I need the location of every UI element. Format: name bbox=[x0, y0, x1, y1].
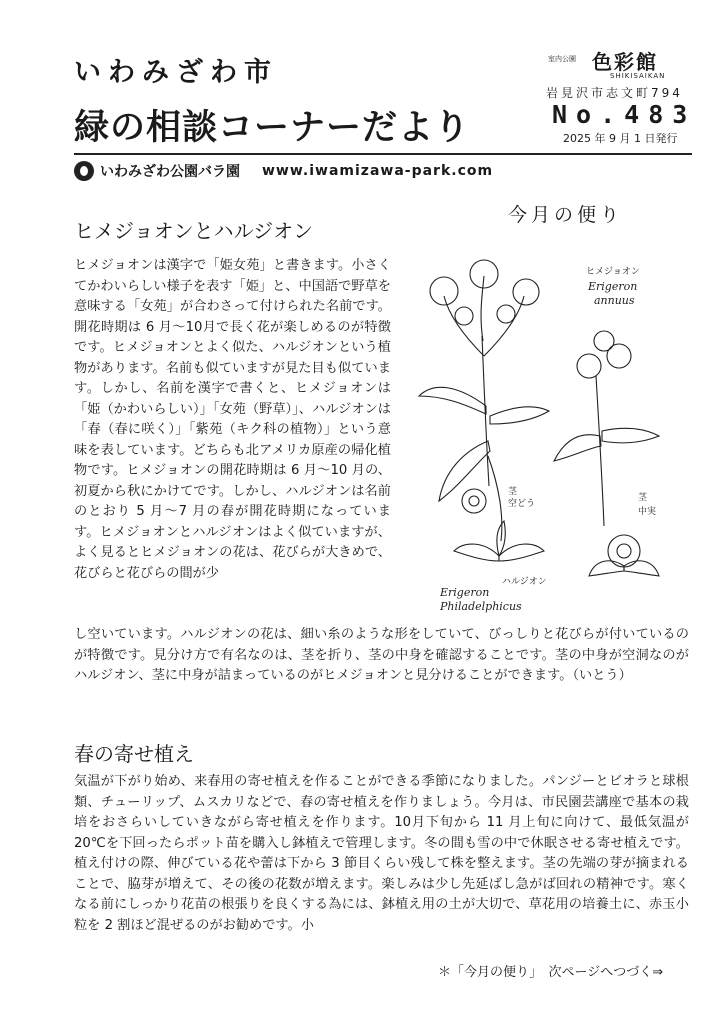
label-latin-2b: Philadelphicus bbox=[440, 600, 522, 613]
label-stem-1: 茎 bbox=[508, 487, 518, 497]
address: 岩見沢市志文町794 bbox=[546, 86, 683, 100]
article1-body-wide: し空いています。ハルジオンの花は、細い糸のような形をしていて、びっしりと花びらが付いているのが特徴です。見分け方で有名なのは、茎を折り、茎の中身を確認することです。茎の中身が空洞なのがハルジオン、茎に中身が詰まっているのがヒメジョオンと見分けることができます。（いとう） bbox=[74, 627, 689, 683]
museum-roman: SHIKISAIKAN bbox=[610, 72, 666, 80]
newsletter-title: 緑の相談コーナーだより bbox=[74, 108, 471, 148]
museum-small-label: 室内公園 bbox=[548, 55, 576, 63]
article1-body-narrow: ヒメジョオンは漢字で「姫女苑」と書きます。小さくてかわいらしい様子を表す「姫」と、中国語で野草を意味する「女苑」が合わさって付けられた名前です。開花時期は 6 月〜10月で長く花が楽しめるのが特徴です。ヒメジョオンとよく似た、ハルジオンという植物があります。名前も似ていますが見た目も似ています。しかし、名前を漢字で書くと、ヒメジョオンは「姫（かわいらしい）」「女苑（野草）」、ハルジオンは「春（春に咲く）」「紫苑（キク科の植物）」という意味を表しています。どちらも北アメリカ原産の帰化植物です。ヒメジョオンの開花時期は 6 月〜10 月の、初夏から秋にかけてです。しかし、ハルジオンは名前のとおり 5 月〜7 月の春が開花時期になっています。ヒメジョオンとハルジオンはよく似ていますが、よく見るとヒメジョオンの花は、花びらが大きめで、花びらと花びらの間が少 bbox=[74, 258, 391, 581]
label-latin-2a: Erigeron bbox=[440, 586, 490, 599]
article2-title: 春の寄せ植え bbox=[74, 742, 194, 766]
label-jp-2: ハルジオン bbox=[502, 577, 547, 587]
park-name: いわみざわ公園バラ園 bbox=[100, 164, 240, 180]
label-latin-1a: Erigeron bbox=[588, 280, 638, 293]
article2-body: 気温が下がり始め、来春用の寄せ植えを作ることができる季節になりました。パンジーとビオラと球根類、チューリップ、ムスカリなどで、春の寄せ植えを作りましょう。今月は、市民園芸講座で基本の栽培をおさらいしていきながら寄せ植えを作ります。10月下旬から 11 月上旬に向けて、最低気温が 20℃を下回ったらポット苗を購入し鉢植えで管理します。冬の間も雪の中で休眠させる寄せ植えです。植え付けの際、伸びている花や蕾は下から 3 節目くらい残して株を整えます。茎の先端の芽が摘まれることで、脇芽が増えて、その後の花数が増えます。楽しみは少し先延ばし急がば回れの精神です。寒くなる前にしっかり花苗の根張りを良くする為には、鉢植え用の土が大切で、草花用の培養土に、赤玉小粒を 2 割ほど混ぜるのがお勧めです。小 bbox=[74, 774, 689, 933]
label-stem-2: 茎 bbox=[638, 493, 648, 503]
header-divider bbox=[74, 153, 692, 155]
park-url-link[interactable]: www.iwamizawa-park.com bbox=[262, 163, 494, 179]
label-stem-1b: 空どう bbox=[508, 499, 536, 509]
label-stem-2b: 中実 bbox=[638, 507, 657, 517]
label-jp-1: ヒメジョオン bbox=[586, 267, 640, 277]
plant-drawing bbox=[404, 256, 694, 626]
park-bar bbox=[74, 161, 493, 181]
city-name: いわみざわ市 bbox=[74, 57, 278, 88]
label-latin-1b: annuus bbox=[594, 294, 635, 307]
continuation-note: ＊「今月の便り」 次ページへつづく⇒ bbox=[438, 965, 664, 980]
issue-date: 2025 年 9 月 1 日発行 bbox=[563, 132, 678, 145]
museum-name: 色彩館 bbox=[592, 50, 658, 74]
article1-title: ヒメジョオンとハルジオン bbox=[74, 219, 314, 243]
park-logo-icon bbox=[74, 161, 94, 181]
monthly-label: 今月の便り bbox=[508, 204, 624, 226]
plant-illustration bbox=[404, 256, 694, 626]
issue-number: No.483 bbox=[552, 100, 697, 129]
